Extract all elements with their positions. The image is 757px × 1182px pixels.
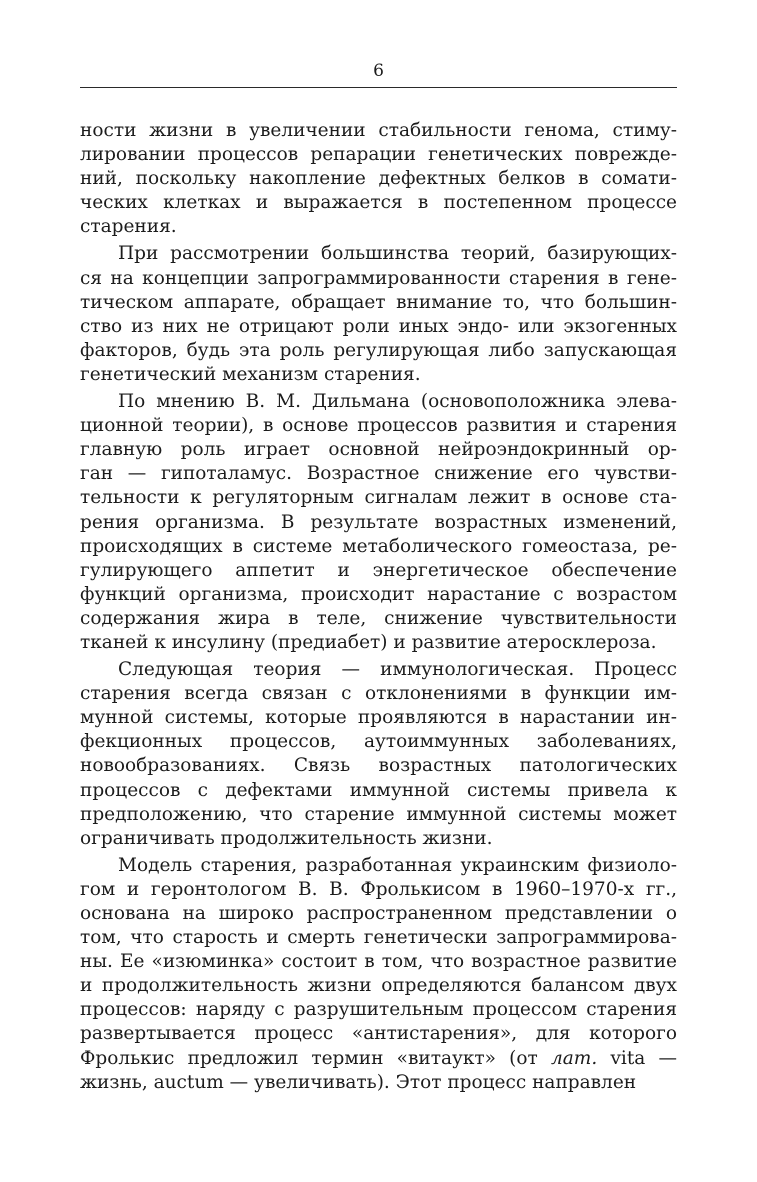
paragraph (80, 119, 677, 239)
text-line: ся на концепции запрограммированности старения в гене- (80, 267, 677, 289)
text-line: процессов: наряду с разрушительным процессом старения (80, 999, 677, 1021)
paragraph (80, 390, 677, 655)
text-line: тканей к инсулину (предиабет) и развитие атеросклероза. (80, 631, 657, 653)
text-line: ности жизни в увеличении стабильности генома, стиму- (80, 120, 677, 141)
text-line: фекционных процессов, аутоиммунных заболеваниях, (80, 731, 677, 753)
text-line: основана на широко распространенном представлении о (80, 903, 677, 924)
text-line: старения всегда связан с отклонениями в функции им- (80, 683, 677, 705)
text-line: тельности к регуляторным сигналам лежит в основе ста- (80, 487, 677, 509)
text-line: развертывается процесс «антистарения», для которого (80, 1023, 677, 1045)
text-line: Следующая теория — иммунологическая. Процесс (118, 659, 677, 681)
text-line: факторов, будь эта роль регулирующая либо запускающая (80, 339, 677, 361)
text-line: предположению, что старение иммунной системы может (80, 803, 677, 825)
paragraph (80, 658, 677, 851)
text-line: ган — гипоталамус. Возрастное снижение его чувстви- (80, 463, 677, 485)
text-line: генетический механизм старения. (80, 363, 421, 385)
text-line: тическом аппарате, обращает внимание то, что большин- (80, 291, 677, 313)
text-line: гулирующего аппетит и энергетическое обеспечение (80, 559, 677, 581)
text-line: том, что старость и смерть генетически запрограммирова- (80, 927, 677, 949)
text-line: происходящих в системе метаболического гомеостаза, ре- (80, 535, 677, 557)
italic-abbreviation: лат. (551, 1047, 598, 1069)
text-line: жизнь, auctum — увеличивать). Этот процесс направлен (80, 1071, 637, 1093)
text-line: содержания жира в теле, снижение чувствительности (80, 607, 677, 629)
text-line: ционной теории), в основе процессов развития и старения (80, 415, 677, 437)
page-number: 6 (373, 61, 384, 81)
text-line: лировании процессов репарации генетических поврежде- (80, 144, 677, 166)
text-line: Модель старения, разработанная украинским физиоло- (118, 854, 677, 876)
text-line: процессов с дефектами иммунной системы привела к (80, 779, 677, 801)
text-line: По мнению В. М. Дильмана (основоположника элева- (118, 391, 677, 413)
text-line: мунной системы, которые проявляются в нарастании ин- (80, 707, 677, 729)
text-line: ческих клетках и выражается в постепенном процессе (80, 192, 677, 214)
text-line: ний, поскольку накопление дефектных белков в сомати- (80, 168, 677, 190)
text-line: и продолжительность жизни определяются балансом двух (80, 975, 677, 997)
text-line: рения организма. В результате возрастных изменений, (80, 511, 677, 533)
text-line: главную роль играет основной нейроэндокринный ор- (80, 439, 677, 461)
text-line: ограничивать продолжительность жизни. (80, 827, 493, 849)
text-line: новообразованиях. Связь возрастных патологических (80, 755, 677, 777)
text-line: При рассмотрении большинства теорий, базирующих- (118, 243, 677, 265)
header-rule (80, 87, 677, 88)
body-text (80, 119, 677, 1095)
text-line: ны. Ее «изюминка» состоит в том, что возрастное развитие (80, 951, 677, 973)
text-line: старения. (80, 216, 177, 238)
paragraph (80, 242, 677, 387)
text-line: ство из них не отрицают роли иных эндо- или экзогенных (80, 315, 677, 337)
text-line: функций организма, происходит нарастание с возрастом (80, 583, 677, 605)
text-line: Фролькис предложил термин «витаукт» (от лат. vita — (80, 1047, 677, 1069)
text-line: гом и геронтологом В. В. Фролькисом в 1960–1970-х гг., (80, 878, 677, 900)
paragraph (80, 854, 677, 1095)
